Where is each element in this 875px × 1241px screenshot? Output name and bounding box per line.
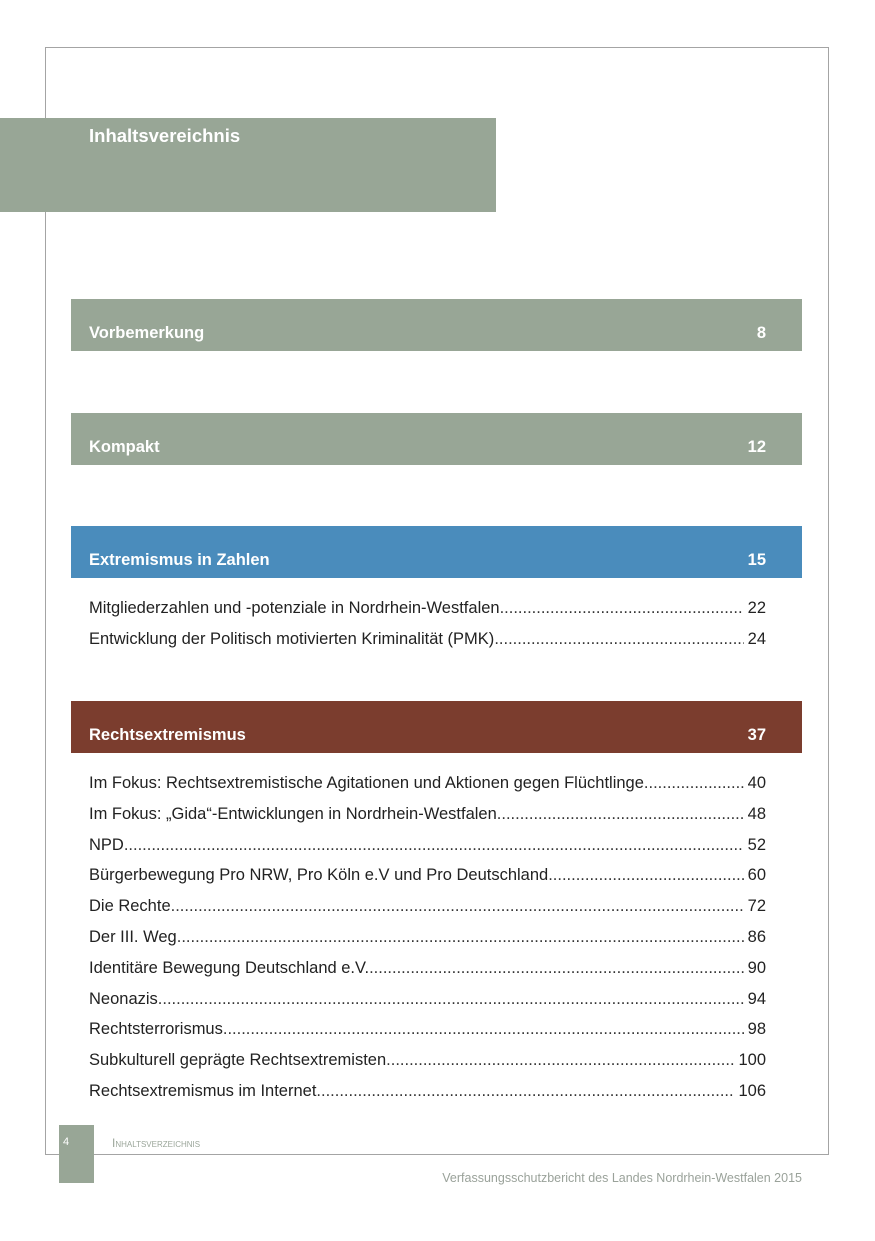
toc-entry[interactable] [89,1014,766,1045]
entry-page-number: 48 [747,804,766,823]
entry-page-number: 106 [738,1081,766,1100]
dot-leader [548,860,743,891]
entry-page-number: 60 [747,866,766,885]
dot-leader [644,768,744,799]
dot-leader [369,953,744,984]
dot-leader [386,1045,734,1076]
toc-entry[interactable] [89,984,766,1015]
section-header-bar[interactable] [71,526,802,578]
section-title: Kompakt [89,438,160,456]
dot-leader [124,830,744,861]
dot-leader [497,799,744,830]
entry-title: Identitäre Bewegung Deutschland e.V. [89,958,370,977]
dot-leader [158,984,744,1015]
publication-title: Verfassungsschutzbericht des Landes Nordrhein-Westfalen 2015 [442,1171,802,1185]
toc-section-extremismus-in-zahlen [71,526,802,655]
entry-title: Bürgerbewegung Pro NRW, Pro Köln e.V und Pro Deutschland [89,866,549,885]
entry-title: Im Fokus: „Gida“-Entwicklungen in Nordrhein-Westfalen [89,804,497,823]
toc-entry[interactable] [89,922,766,953]
dot-leader [177,922,744,953]
running-head: Inhaltsverzeichnis [112,1136,201,1150]
dot-leader [500,593,744,624]
entry-page-number: 72 [747,897,766,916]
entry-page-number: 86 [747,927,766,946]
toc-section-rechtsextremismus [71,701,802,1107]
toc-entry[interactable] [89,830,766,861]
section-entries [71,768,802,1107]
entry-page-number: 24 [747,629,766,648]
entry-page-number: 52 [747,835,766,854]
toc-entry[interactable] [89,1045,766,1076]
entry-title: Entwicklung der Politisch motivierten Kriminalität (PMK) [89,629,495,648]
section-title: Vorbemerkung [89,324,205,342]
section-title: Extremismus in Zahlen [89,551,270,569]
dot-leader [316,1076,734,1107]
section-page-number: 8 [756,324,766,342]
toc-entry[interactable] [89,953,766,984]
entry-title: Neonazis [89,989,158,1008]
toc-section-kompakt [71,413,802,465]
entry-page-number: 94 [747,989,766,1008]
toc-entry[interactable] [89,768,766,799]
section-page-number: 12 [747,438,766,456]
entry-page-number: 98 [747,1020,766,1039]
entry-page-number: 90 [747,958,766,977]
footer-page-number-box [59,1125,94,1183]
toc-entry[interactable] [89,799,766,830]
entry-title: Mitgliederzahlen und -potenziale in Nordrhein-Westfalen [89,599,500,617]
toc-entry[interactable] [89,624,766,655]
toc-entry[interactable] [89,1076,766,1107]
toc-entry[interactable] [89,891,766,922]
entry-title: Die Rechte [89,897,171,916]
toc-title: Inhaltsvereichnis [89,125,241,146]
entry-title: Subkulturell geprägte Rechtsextremisten [89,1051,387,1070]
entry-page-number: 40 [747,774,766,792]
dot-leader [171,891,744,922]
section-page-number: 15 [747,551,766,569]
entry-page-number: 22 [747,599,766,617]
toc-title-banner [0,118,496,212]
entry-page-number: 100 [738,1051,766,1070]
footer-page-number: 4 [63,1136,70,1148]
section-header-bar[interactable] [71,413,802,465]
section-title: Rechtsextremismus [89,726,246,744]
toc-entry[interactable] [89,860,766,891]
entry-title: Im Fokus: Rechtsextremistische Agitationen und Aktionen gegen Flüchtlinge [89,774,644,792]
entry-title: NPD [89,835,124,854]
entry-title: Der III. Weg [89,927,177,946]
entry-title: Rechtsterrorismus [89,1020,223,1039]
section-page-number: 37 [747,726,766,744]
dot-leader [494,624,743,655]
section-entries [71,593,802,655]
toc-section-vorbemerkung [71,299,802,351]
toc-entry[interactable] [89,593,766,624]
section-header-bar[interactable] [71,299,802,351]
section-header-bar[interactable] [71,701,802,753]
entry-title: Rechtsextremismus im Internet [89,1081,317,1100]
dot-leader [223,1014,744,1045]
